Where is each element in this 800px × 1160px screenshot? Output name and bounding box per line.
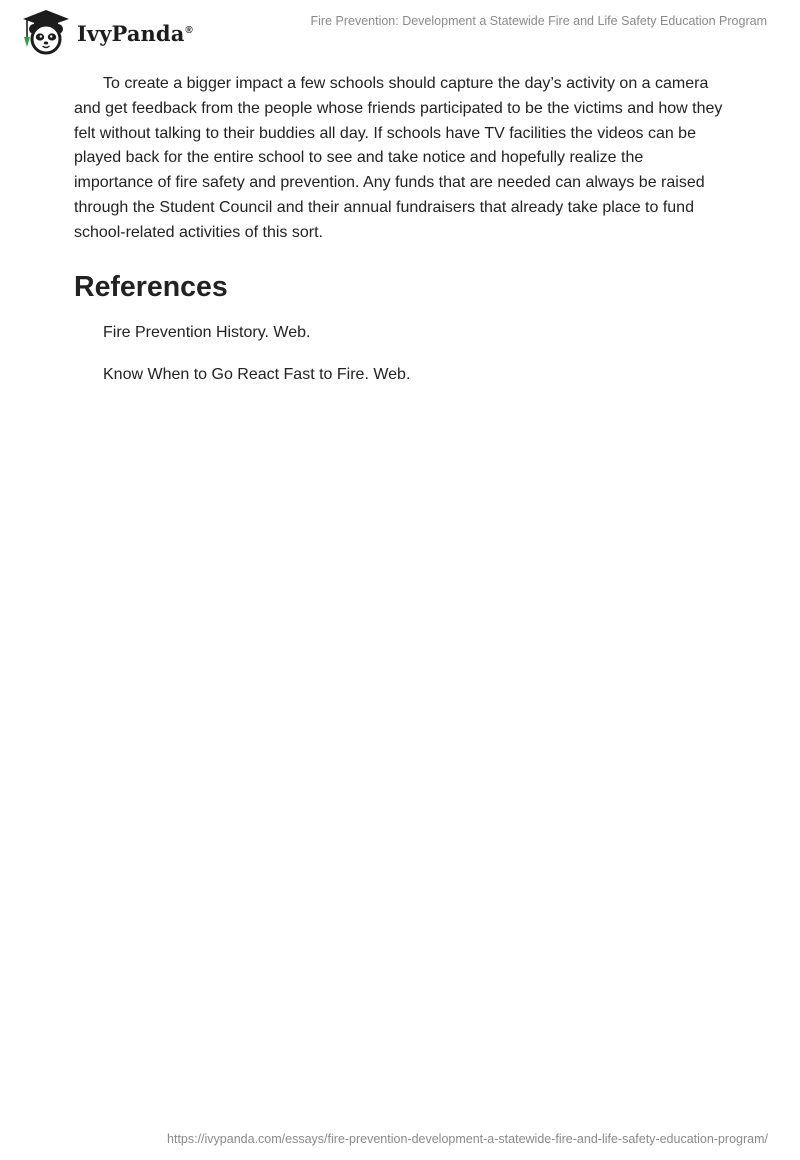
logo-text — [77, 21, 193, 46]
header-document-title: Fire Prevention: Development a Statewide Fire and Life Safety Education Program — [310, 14, 767, 28]
registered-mark: ® — [185, 24, 193, 36]
references-heading: References — [74, 270, 228, 303]
page-header — [0, 0, 800, 60]
references-list — [74, 321, 724, 387]
logo-wordmark: IvyPanda — [77, 20, 185, 46]
ivypanda-logo[interactable] — [15, 7, 193, 57]
footer-source-url[interactable]: https://ivypanda.com/essays/fire-prevention-development-a-statewide-fire-and-life-safety-education-program/ — [167, 1132, 768, 1146]
reference-item: Fire Prevention History. Web. — [103, 323, 311, 341]
reference-item: Know When to Go React Fast to Fire. Web. — [103, 365, 411, 383]
main-content — [74, 72, 724, 405]
panda-graduate-icon — [15, 7, 75, 57]
body-paragraph: To create a bigger impact a few schools should capture the day’s activity on a camera and get feedback from the people whose friends participated to be the victims and how they felt without talking to their buddies all day. If schools have TV facilities the videos can be played back for the entire school to see and take notice and hopefully realize the importance of fire safety and prevention. Any funds that are needed can always be raised through the Student Council and their annual fundraisers that already take place to fund school-related activities of this sort. — [74, 75, 723, 241]
